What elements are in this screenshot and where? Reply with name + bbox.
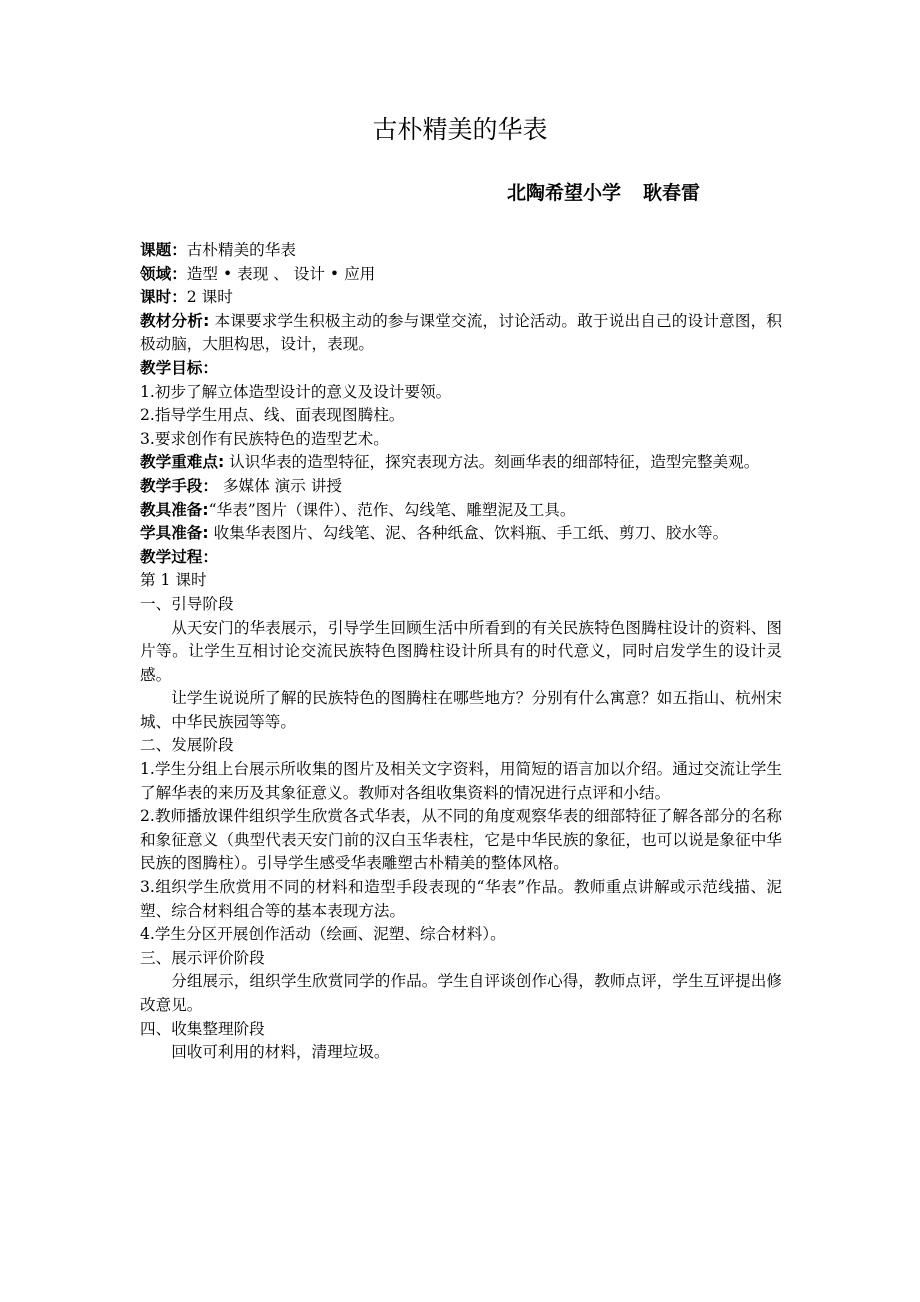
domain-label: 领域： xyxy=(140,264,187,283)
topic-row xyxy=(140,239,782,263)
stage2-title: 二、发展阶段 xyxy=(140,736,234,755)
keypoints-value: 认识华表的造型特征，探究表现方法。刻画华表的细部特征，造型完整美观。 xyxy=(224,453,760,472)
tools-label: 教具准备: xyxy=(140,500,209,519)
lesson-label: 第 1 课时 xyxy=(140,571,207,590)
document-title: 古朴精美的华表 xyxy=(372,115,548,144)
author-name: 耿春雷 xyxy=(642,182,700,204)
topic-value: 古朴精美的华表 xyxy=(186,241,296,259)
hours-label: 课时： xyxy=(140,288,187,307)
tools-row xyxy=(140,499,782,523)
keypoints-label: 教学重难点: xyxy=(140,453,225,472)
stage4-paragraph: 回收可利用的材料，清理垃圾。 xyxy=(171,1043,390,1062)
student-tools-label: 学具准备: xyxy=(140,524,209,543)
methods-label: 教学手段： xyxy=(140,476,218,495)
goals-heading xyxy=(140,357,782,381)
process-label: 教学过程： xyxy=(140,547,218,566)
student-tools-value: 收集华表图片、勾线笔、泥、各种纸盒、饮料瓶、手工纸、剪刀、胶水等。 xyxy=(208,524,729,543)
topic-label: 课题： xyxy=(140,241,187,259)
stage2-item: 1.学生分组上台展示所收集的图片及相关文字资料，用简短的语言加以介绍。通过交流让学生了解华表的来历及其象征意义。教师对各组收集资料的情况进行点评和小结。 xyxy=(140,760,782,802)
stage1-paragraph: 让学生说说所了解的民族特色的图腾柱在哪些地方？分别有什么寓意？如五指山、杭州宋城、中华民族园等等。 xyxy=(140,689,782,731)
stage2-item: 4.学生分区开展创作活动（绘画、泥塑、综合材料）。 xyxy=(140,925,506,944)
stage4-title: 四、收集整理阶段 xyxy=(140,1019,265,1038)
goals-label: 教学目标： xyxy=(140,358,218,377)
methods-row xyxy=(140,475,782,499)
domain-row xyxy=(140,263,782,287)
stage2-item: 2.教师播放课件组织学生欣赏各式华表，从不同的角度观察华表的细部特征了解各部分的名称和象征意义（典型代表天安门前的汉白玉华表柱，它是中华民族的象征，也可以说是象征中华民族的图腾柱）。引导学生感受华表雕塑古朴精美的整体风格。 xyxy=(140,807,782,873)
keypoints-row xyxy=(140,451,782,475)
document-body xyxy=(140,239,782,1065)
process-heading xyxy=(140,546,782,570)
stage3-title: 三、展示评价阶段 xyxy=(140,948,265,967)
tools-value: “华表”图片（课件）、范作、勾线笔、雕塑泥及工具。 xyxy=(208,500,576,519)
domain-value: 造型 • 表现 、 设计 • 应用 xyxy=(186,264,376,283)
author-line xyxy=(0,178,700,208)
stage2-item: 3.组织学生欣赏用不同的材料和造型手段表现的“华表”作品。教师重点讲解或示范线描、泥塑、综合材料组合等的基本表现方法。 xyxy=(140,878,782,920)
methods-value: 多媒体 演示 讲授 xyxy=(217,476,343,495)
stage3-paragraph: 分组展示，组织学生欣赏同学的作品。学生自评谈创作心得，教师点评，学生互评提出修改意见。 xyxy=(140,972,782,1014)
analysis-row xyxy=(140,310,782,357)
analysis-label: 教材分析: xyxy=(140,311,210,330)
student-tools-row xyxy=(140,522,782,546)
school-name: 北陶希望小学 xyxy=(506,182,621,204)
goal-item: 2.指导学生用点、线、面表现图腾柱。 xyxy=(140,406,405,425)
stage1-title: 一、引导阶段 xyxy=(140,594,234,613)
stage1-paragraph: 从天安门的华表展示，引导学生回顾生活中所看到的有关民族特色图腾柱设计的资料、图片等。让学生互相讨论交流民族特色图腾柱设计所具有的时代意义，同时启发学生的设计灵感。 xyxy=(140,618,782,684)
goal-item: 1.初步了解立体造型设计的意义及设计要领。 xyxy=(140,382,452,401)
goal-item: 3.要求创作有民族特色的造型艺术。 xyxy=(140,429,389,448)
analysis-value: 本课要求学生积极主动的参与课堂交流，讨论活动。敢于说出自己的设计意图，积极动脑，大胆构思，设计，表现。 xyxy=(140,311,782,354)
hours-value: 2 课时 xyxy=(186,288,233,307)
hours-row xyxy=(140,286,782,310)
